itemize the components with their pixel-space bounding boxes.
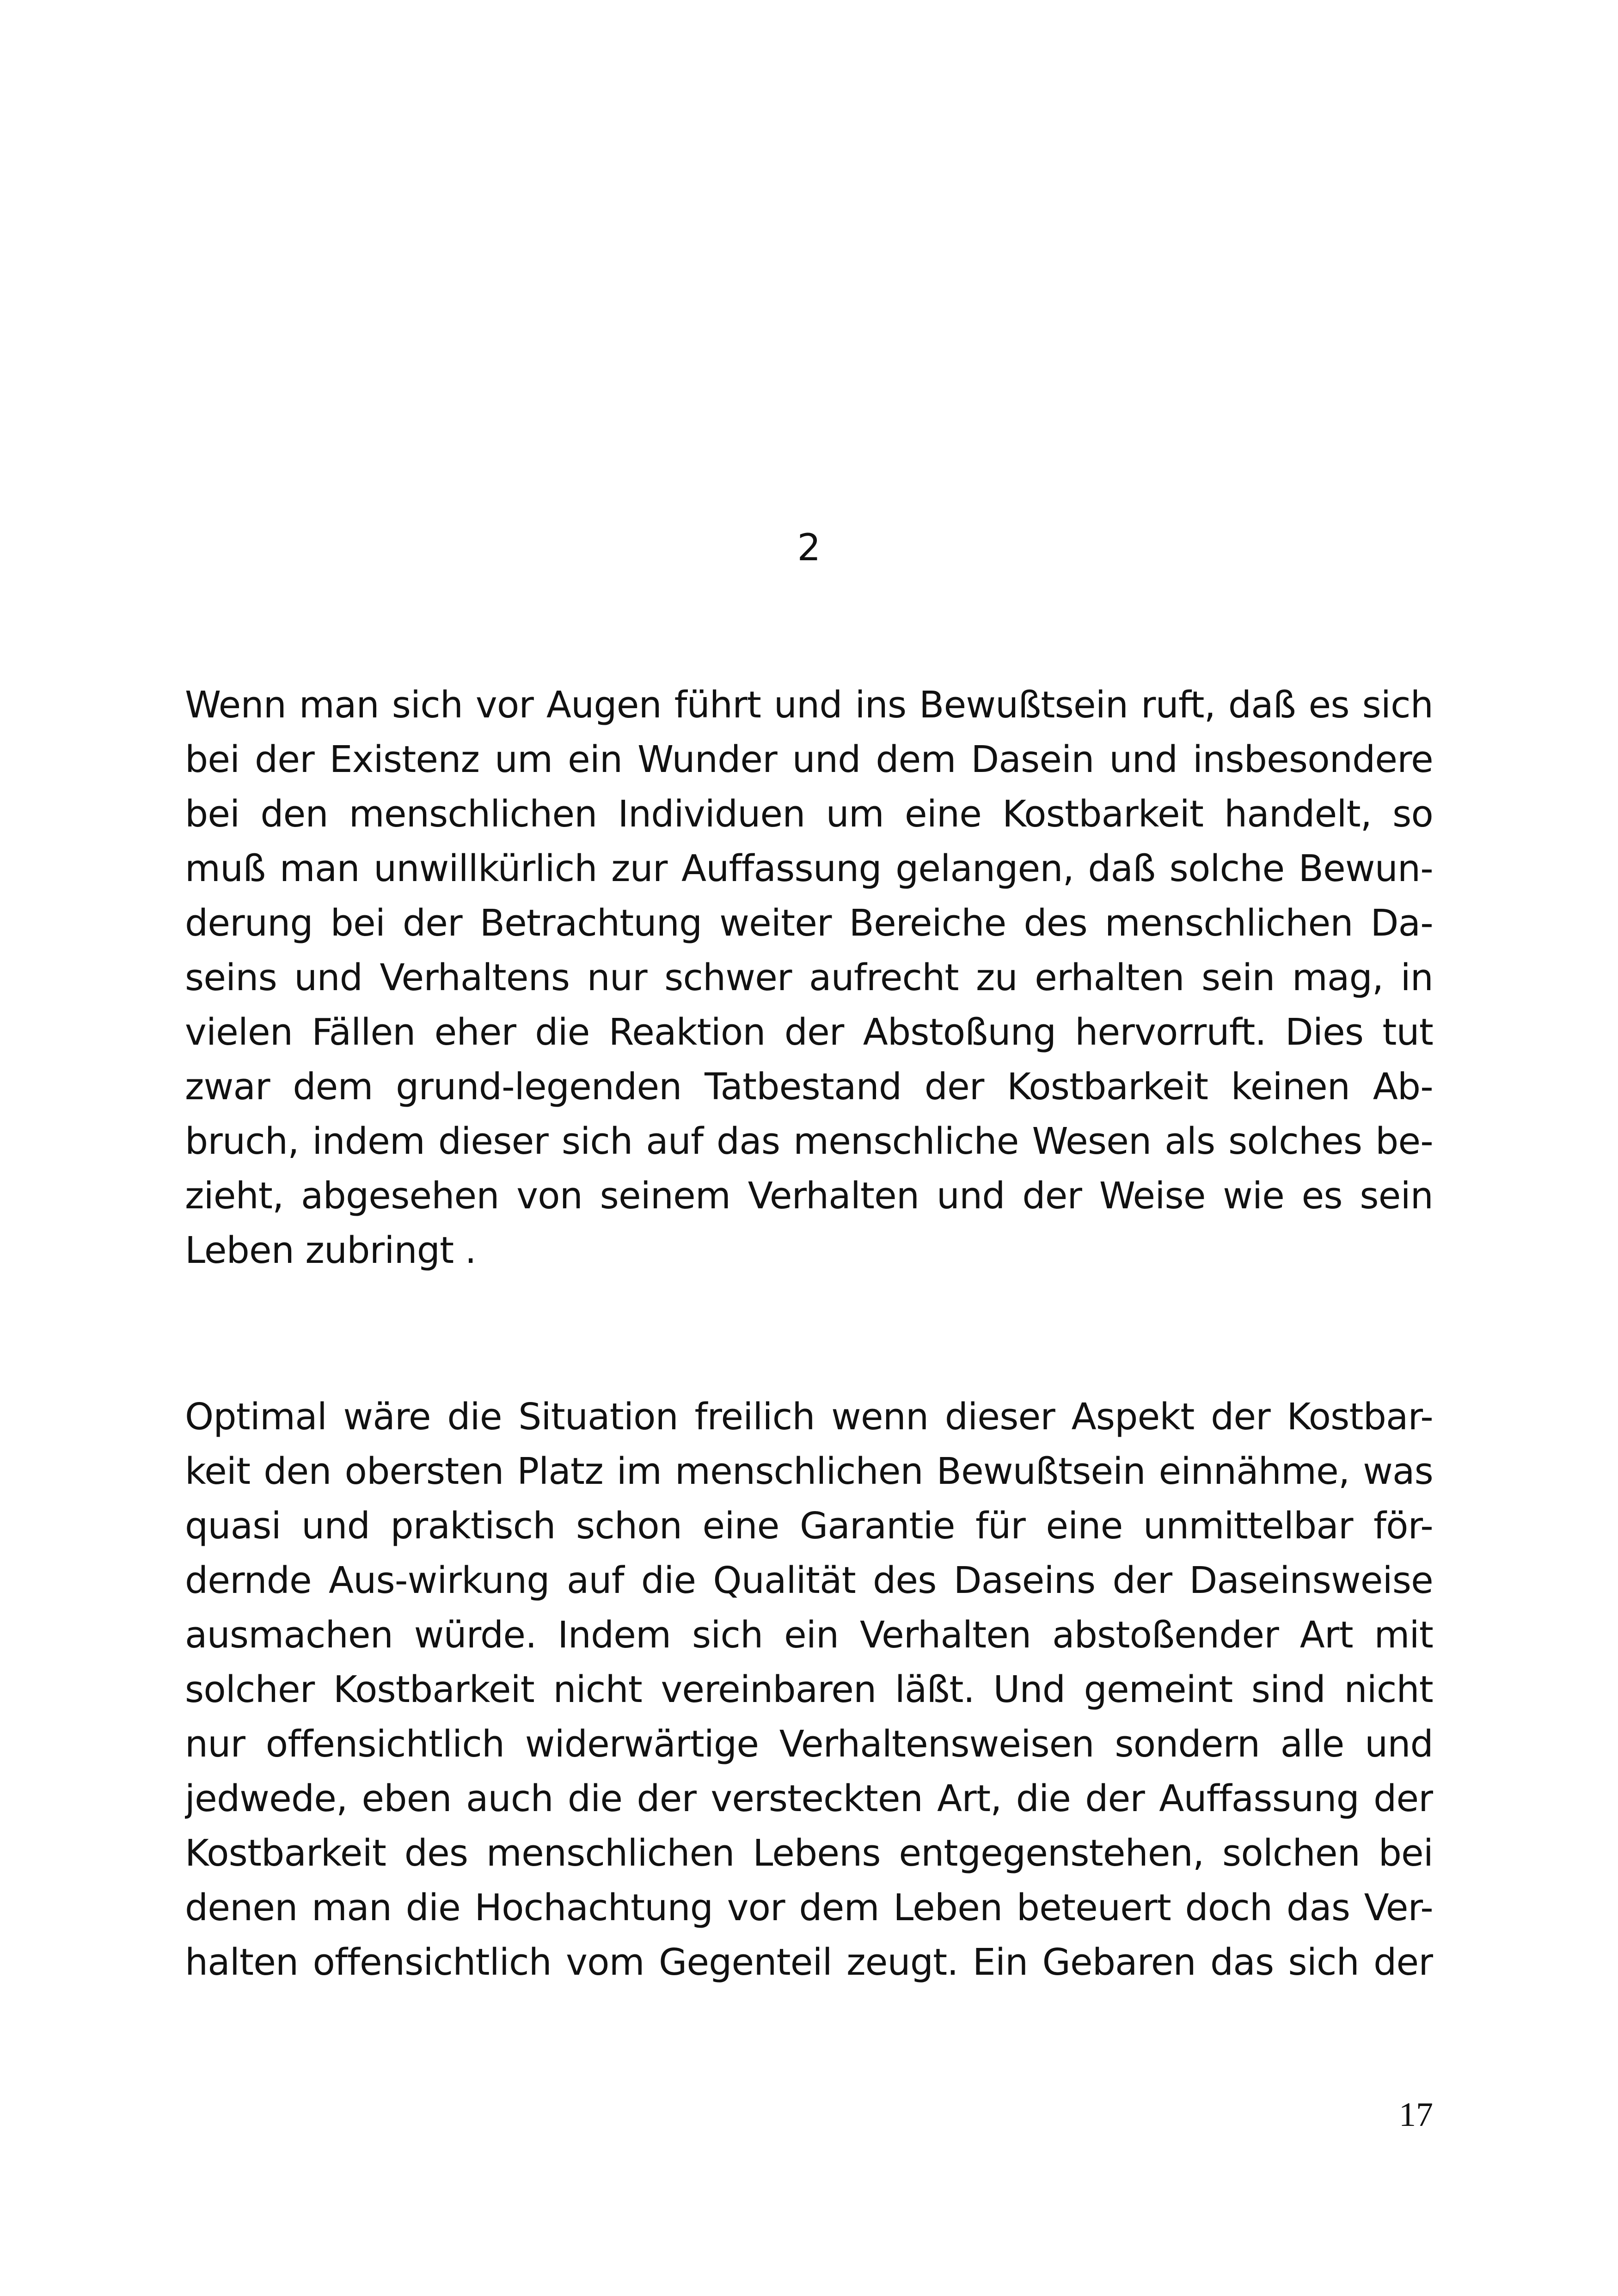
paragraph-1-line: zieht, abgesehen von seinem Verhalten und der Weise wie es sein — [185, 1175, 1433, 1217]
paragraph-1-line: derung bei der Betrachtung weiter Bereiche des menschlichen Da- — [185, 902, 1433, 944]
paragraph-1-line: bruch, indem dieser sich auf das menschliche Wesen als solches be- — [185, 1120, 1433, 1163]
paragraph-2-line: ausmachen würde. Indem sich ein Verhalten abstoßender Art mit — [185, 1614, 1433, 1656]
chapter-number: 2 — [797, 526, 821, 569]
paragraph-2-line: jedwede, eben auch die der versteckten Art, die der Auffassung der — [185, 1777, 1433, 1820]
paragraph-2-line: halten offensichtlich vom Gegenteil zeugt. Ein Gebaren das sich der — [185, 1941, 1433, 1984]
paragraph-1-line: bei den menschlichen Individuen um eine Kostbarkeit handelt, so — [185, 793, 1433, 835]
page-number: 17 — [1399, 2096, 1433, 2134]
paragraph-2-line: solcher Kostbarkeit nicht vereinbaren läßt. Und gemeint sind nicht — [185, 1668, 1433, 1711]
paragraph-1-line: Wenn man sich vor Augen führt und ins Bewußtsein ruft, daß es sich — [185, 684, 1433, 726]
paragraph-1-line: Leben zubringt . — [185, 1229, 476, 1272]
paragraph-1-line: seins und Verhaltens nur schwer aufrecht zu erhalten sein mag, in — [185, 956, 1433, 999]
paragraph-1-line: zwar dem grund-legenden Tatbestand der Kostbarkeit keinen Ab- — [185, 1065, 1433, 1108]
paragraph-2-line: nur offensichtlich widerwärtige Verhaltensweisen sondern alle und — [185, 1723, 1433, 1765]
paragraph-1-line: muß man unwillkürlich zur Auffassung gelangen, daß solche Bewun- — [185, 847, 1433, 890]
paragraph-2-line: Optimal wäre die Situation freilich wenn dieser Aspekt der Kostbar- — [185, 1396, 1433, 1438]
paragraph-2-line: Kostbarkeit des menschlichen Lebens entgegenstehen, solchen bei — [185, 1832, 1433, 1874]
paragraph-2-line: quasi und praktisch schon eine Garantie für eine unmittelbar för- — [185, 1505, 1433, 1547]
paragraph-2-line: dernde Aus-wirkung auf die Qualität des Daseins der Daseinsweise — [185, 1559, 1433, 1602]
paragraph-2-line: denen man die Hochachtung vor dem Leben beteuert doch das Ver- — [185, 1886, 1433, 1929]
paragraph-1-line: bei der Existenz um ein Wunder und dem Dasein und insbesondere — [185, 738, 1433, 781]
paragraph-2-line: keit den obersten Platz im menschlichen Bewußtsein einnähme, was — [185, 1450, 1433, 1493]
paragraph-1-line: vielen Fällen eher die Reaktion der Abstoßung hervorruft. Dies tut — [185, 1011, 1433, 1053]
